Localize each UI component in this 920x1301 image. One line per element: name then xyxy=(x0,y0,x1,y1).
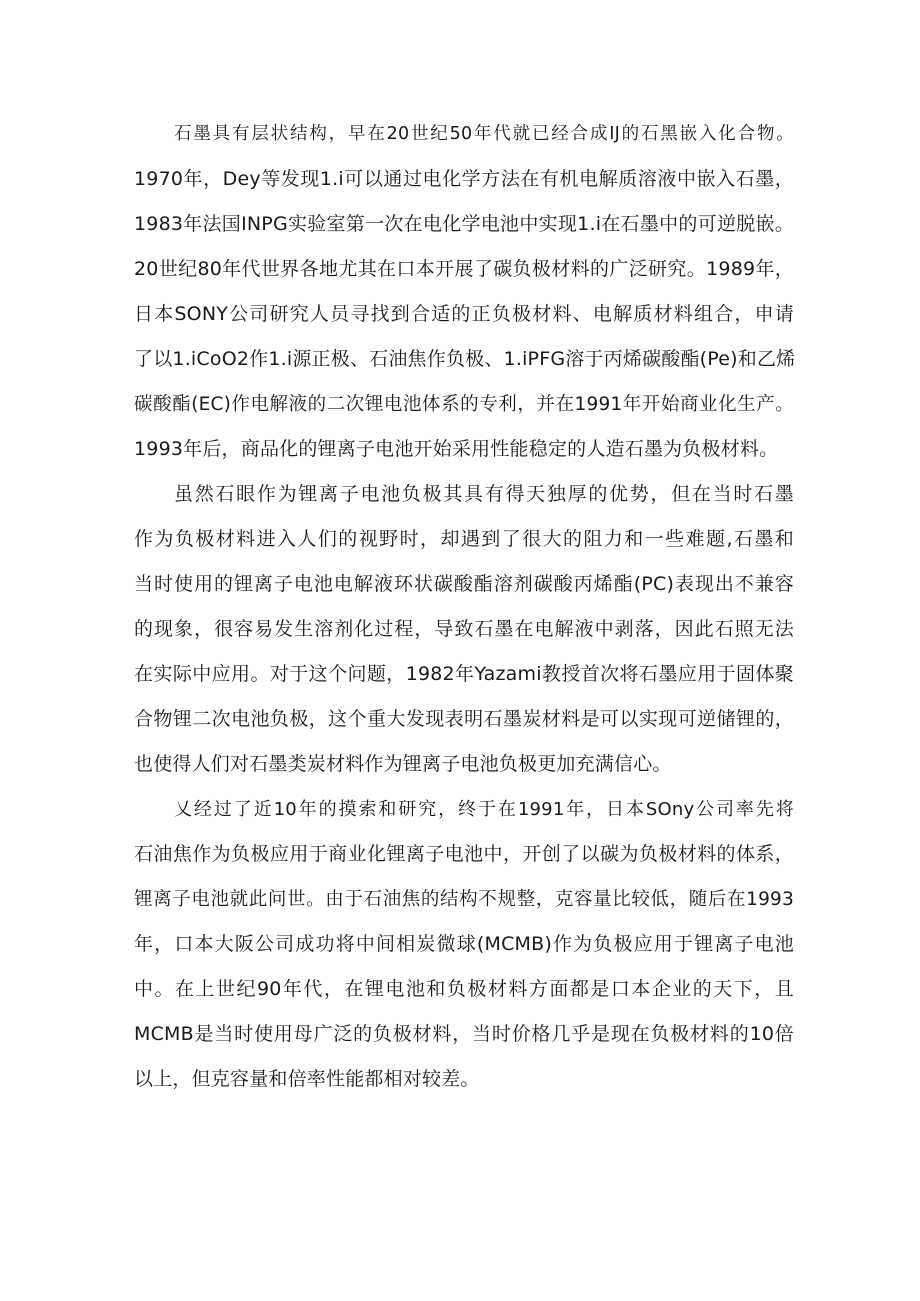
paragraph-graphite-challenges xyxy=(134,472,794,787)
text-line: MCMB是当时使用母广泛的负极材料，当时价格几乎是现在负极材料的10倍 xyxy=(134,1023,794,1045)
text-line: 也使得人们对石墨类炭材料作为锂离子电池负极更加充满信心。 xyxy=(134,753,672,775)
text-line: 当时使用的锂离子电池电解液环状碳酸酯溶剂碳酸丙烯酯(PC)表现出不兼容 xyxy=(134,573,794,595)
text-line: 作为负极材料进入人们的视野时，却遇到了很大的阻力和一些难题,石墨和 xyxy=(134,528,794,550)
text-line: 以上，但克容量和倍率性能都相对较差。 xyxy=(134,1068,480,1090)
paragraph-graphite-history xyxy=(134,112,794,472)
text-line: 乂经过了近10年的摸索和研究，终于在1991年，日本SOny公司率先将 xyxy=(174,799,794,820)
text-line: 1983年法国INPG实验室第一次在电化学电池中实现1.i在石墨中的可逆脱嵌。 xyxy=(134,213,794,235)
text-line: 了以1.iCoO2作1.i源正极、石油焦作负极、1.iPFG溶于丙烯碳酸酯(Pe)和乙烯 xyxy=(134,348,796,370)
body-text xyxy=(134,112,794,1102)
text-line: 合物锂二次电池负极，这个重大发现表明石墨炭材料是可以实现可逆储锂的， xyxy=(134,708,794,730)
text-line: 年，口本大阪公司成功将中间相炭微球(MCMB)作为负极应用于锂离子电池 xyxy=(134,933,794,955)
text-line: 碳酸酯(EC)作电解液的二次锂电池体系的专利，并在1991年开始商业化生产。 xyxy=(134,394,794,415)
text-line: 中。在上世纪90年代，在锂电池和负极材料方面都是口本企业的天下，且 xyxy=(134,978,794,1000)
text-line: 的现象，很容易发生溶剂化过程，导致石墨在电解液中剥落，因此石照无法 xyxy=(134,618,794,640)
text-line: 1970年，Dey等发现1.i可以通过电化学方法在有机电解质溶液中嵌入石墨， xyxy=(134,168,794,190)
text-line: 20世纪80年代世界各地尤其在口本开展了碳负极材料的广泛研究。1989年， xyxy=(134,258,794,280)
text-line: 虽然石眼作为锂离子电池负极其具有得天独厚的优势，但在当时石墨 xyxy=(174,483,794,505)
text-line: 石墨具有层状结构，早在20世纪50年代就已经合成IJ的石黑嵌入化合物。 xyxy=(174,124,794,144)
text-line: 石油焦作为负极应用于商业化锂离子电池中，开创了以碳为负极材料的体系， xyxy=(134,843,794,865)
text-line: 1993年后，商品化的锂离子电池开始采用性能稳定的人造石墨为负极材料。 xyxy=(134,438,779,460)
text-line: 在实际中应用。对于这个问题，1982年Yazami教授首次将石墨应用于固体聚 xyxy=(134,663,794,685)
text-line: 锂离子电池就此问世。由于石油焦的结构不规整，克容量比较低，随后在1993 xyxy=(134,889,794,910)
text-line: 日本SONY公司研究人员寻找到合适的正负极材料、电解质材料组合，申请 xyxy=(134,303,794,325)
paragraph-commercialization xyxy=(134,787,794,1102)
